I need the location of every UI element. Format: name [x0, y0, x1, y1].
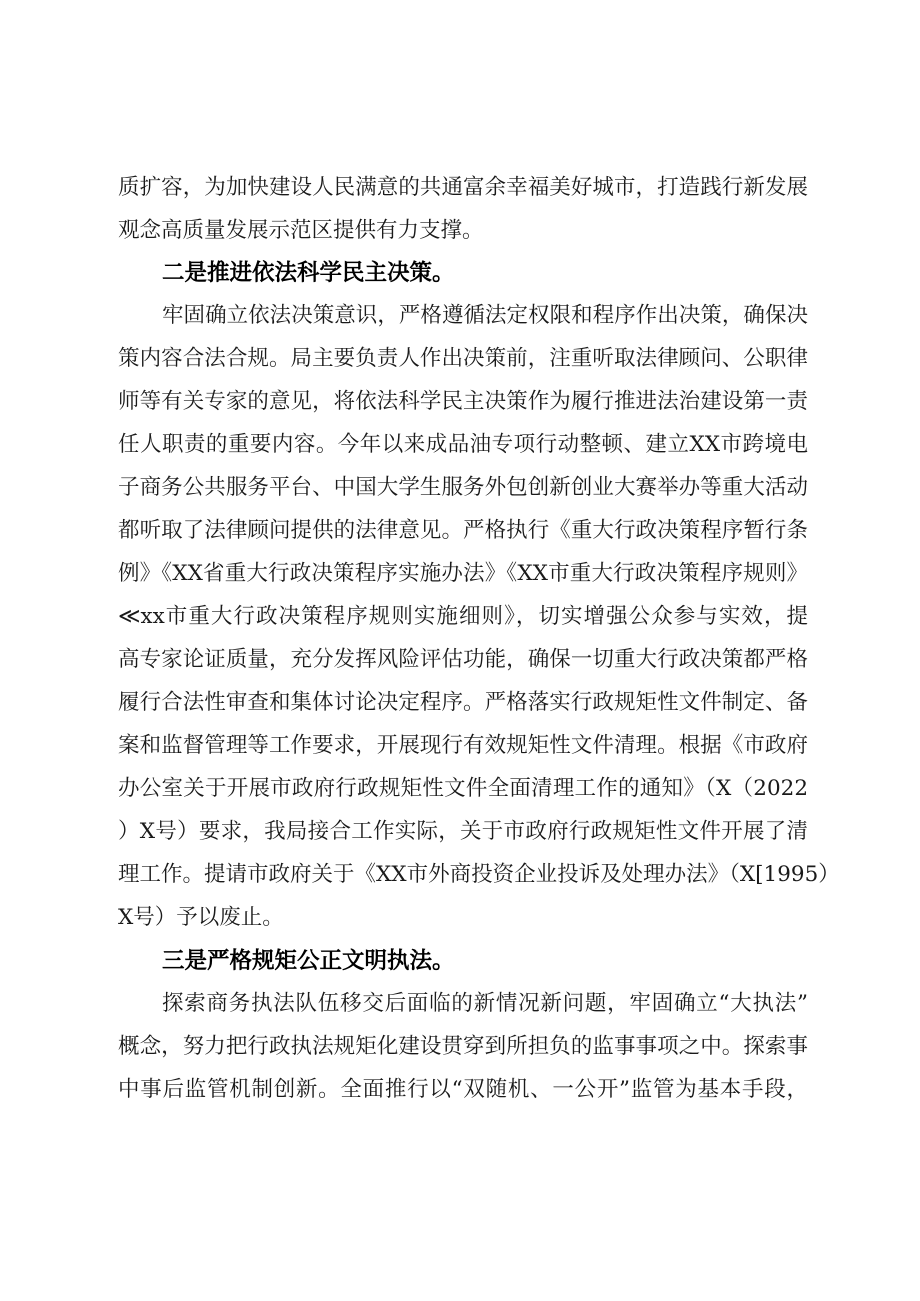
body-text-line: 理工作。提请市政府关于《XX市外商投资企业投诉及处理办法》（X[1995）: [118, 862, 840, 887]
body-text-line: 办公室关于开展市政府行政规矩性文件全面清理工作的通知》（X（2022: [118, 776, 808, 801]
body-text-line: 概念，努力把行政执法规矩化建设贯穿到所担负的监事事项之中。探索事: [118, 1034, 808, 1059]
body-text-line: 牢固确立依法决策意识，严格遵循法定权限和程序作出决策，确保决: [162, 303, 808, 328]
body-text-line: 质扩容，为加快建设人民满意的共通富余幸福美好城市，打造践行新发展: [118, 175, 808, 200]
body-text-line: 例》《XX省重大行政决策程序实施办法》《XX市重大行政决策程序规则》: [118, 561, 808, 586]
body-text-line: X号）予以废止。: [118, 905, 284, 930]
body-text-line: 履行合法性审查和集体讨论决定程序。严格落实行政规矩性文件制定、备: [118, 690, 808, 715]
section-heading: 三是严格规矩公正文明执法。: [162, 948, 455, 974]
body-text-line: 中事后监管机制创新。全面推行以“双随机、一公开”监管为基本手段，: [118, 1077, 808, 1102]
body-text-line: 任人职责的重要内容。今年以来成品油专项行动整顿、建立XX市跨境电: [118, 432, 808, 457]
body-text-line: 策内容合法合规。局主要负责人作出决策前，注重听取法律顾问、公职律: [118, 346, 808, 371]
body-text-line: 探索商务执法队伍移交后面临的新情况新问题，牢固确立“大执法”: [162, 991, 808, 1016]
body-text-line: 都听取了法律顾问提供的法律意见。严格执行《重大行政决策程序暂行条: [118, 518, 808, 543]
body-text-line: 子商务公共服务平台、中国大学生服务外包创新创业大赛举办等重大活动: [118, 475, 808, 500]
body-text-line: 高专家论证质量，充分发挥风险评估功能，确保一切重大行政决策都严格: [118, 647, 808, 672]
body-text-line: ≪xx市重大行政决策程序规则实施细则》，切实增强公众参与实效，提: [118, 604, 808, 629]
body-text-line: 观念高质量发展示范区提供有力支撑。: [118, 218, 484, 243]
body-text-line: 师等有关专家的意见，将依法科学民主决策作为履行推进法治建设第一责: [118, 389, 808, 414]
body-text-line: 案和监督管理等工作要求，开展现行有效规矩性文件清理。根据《市政府: [118, 733, 808, 758]
body-text-line: ）X号）要求，我局接合工作实际，关于市政府行政规矩性文件开展了清: [118, 819, 808, 844]
section-heading: 二是推进依法科学民主决策。: [162, 260, 455, 286]
